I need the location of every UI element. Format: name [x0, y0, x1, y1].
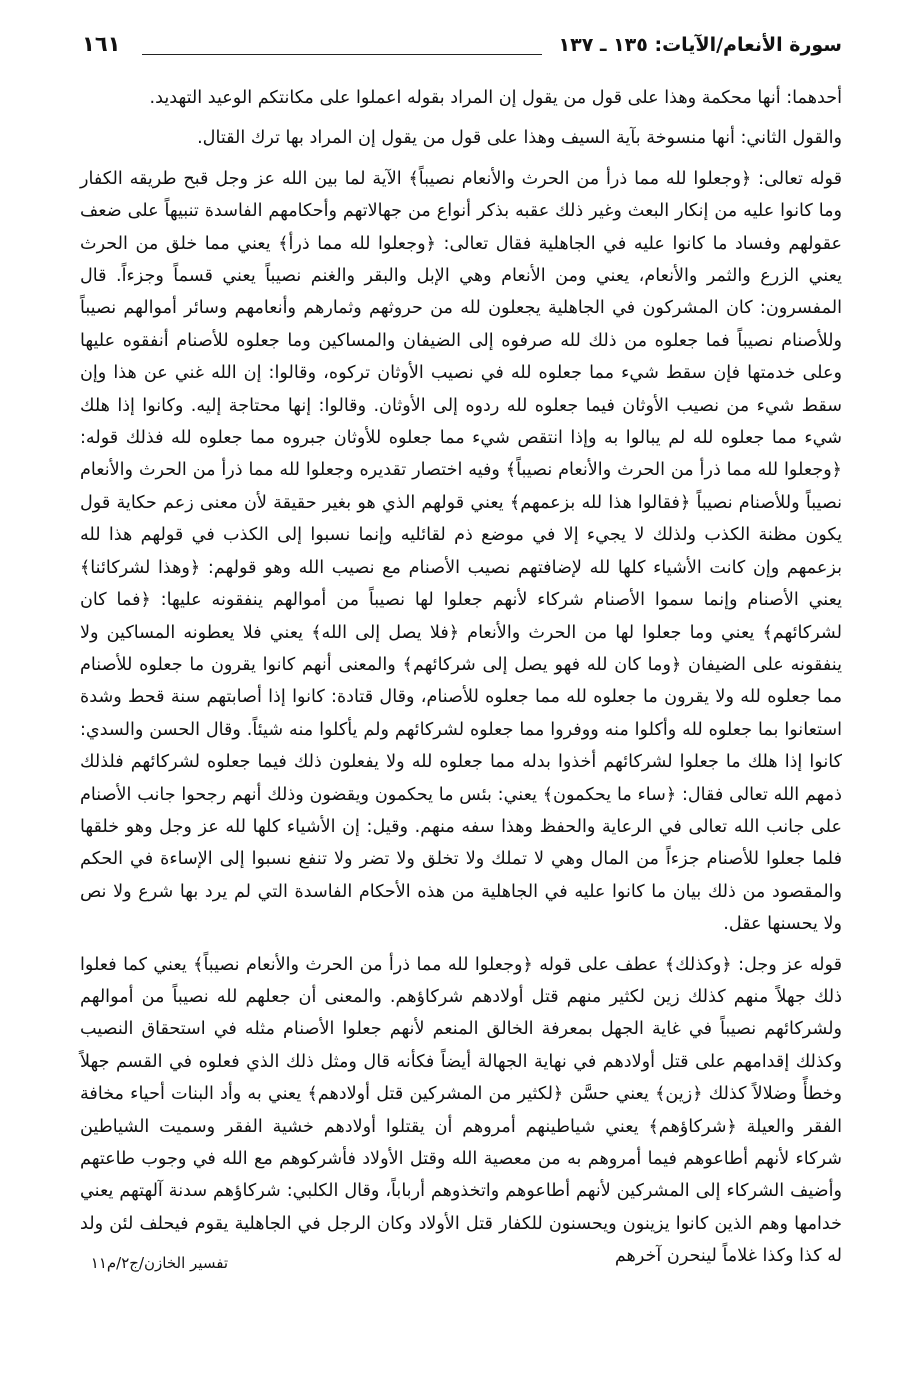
running-title: سورة الأنعام/الآيات: ١٣٥ ـ ١٣٧: [558, 34, 842, 56]
paragraph: والقول الثاني: أنها منسوخة بآية السيف وهذا على قول من يقول إن المراد بها ترك القتال.: [197, 128, 842, 149]
page-header: [82, 30, 842, 62]
paragraph: أحدهما: أنها محكمة وهذا على قول من يقول إن المراد بقوله اعملوا على مكانتكم الوعيد التهديد.: [149, 88, 842, 108]
paragraph: قوله عز وجل: ﴿وكذلك﴾ عطف على قوله ﴿وجعلوا لله مما ذرأ من الحرث والأنعام نصيباً﴾ يعني كما فعلوا ذلك جهلاً منهم كذلك زين لكثير منهم قتل أولادهم شركاؤهم. والمعنى أن جعلهم لله نصيباً من أموالهم ولشركائهم نصيباً في غاية الجهل بمعرفة الخالق المنعم لأنهم جعلوا الأصنام مثله في استحقاق النصيب وكذلك إقدامهم على قتل أولادهم في نهاية الجهالة أيضاً فكأنه قال ومثل ذلك الذي فعلوه في القسم جهلاً وخطأً وضلالاً كذلك ﴿زين﴾ يعني حسَّن ﴿لكثير من المشركين قتل أولادهم﴾ يعني به وأد البنات أحياء مخافة الفقر والعيلة ﴿شركاؤهم﴾ يعني شياطينهم أمروهم أن يقتلوا أولادهم خشية الفقر وسميت الشياطين شركاء لأنهم أطاعوهم فيما أمروهم به من معصية الله وقتل الأولاد فأشركوهم مع الله في وجوب طاعتهم وأضيف الشركاء إلى المشركين لأنهم أطاعوهم واتخذوهم أرباباً، وقال الكلبي: شركاؤهم سدنة آلهتهم يعني خدامها وهم الذين كانوا يزينون ويحسنون للكفار قتل الأولاد وكان الرجل في الجاهلية يقوم فيحلف لئن ولد له كذا وكذا غلاماً لينحرن آخرهم: [80, 954, 842, 1267]
page-number: ١٦١: [82, 32, 121, 56]
header-rule: [142, 54, 542, 55]
footer-signature: تفسير الخازن/ج٢/م١١: [90, 1254, 228, 1272]
paragraph: قوله تعالى: ﴿وجعلوا لله مما ذرأ من الحرث والأنعام نصيباً﴾ الآية لما بين الله عز وجل قبح طريقه الكفار وما كانوا عليه من إنكار البعث وغير ذلك عقبه بذكر أنواع من جهالاتهم وأحكامهم الفاسدة تنبيهاً على ضعف عقولهم وفساد ما كانوا عليه في الجاهلية فقال تعالى: ﴿وجعلوا لله مما ذرأ﴾ يعني مما خلق من الحرث يعني الزرع والثمر والأنعام، يعني ومن الأنعام وهي الإبل والبقر والغنم نصيباً يعني قسماً وجزءاً. قال المفسرون: كان المشركون في الجاهلية يجعلون لله من حروثهم وثمارهم وأنعامهم وسائر أموالهم نصيباً وللأصنام نصيباً فما جعلوه من ذلك لله صرفوه إلى الضيفان والمساكين وما جعلوه للأصنام أنفقوه عليها وعلى خدمتها فإن سقط شيء مما جعلوه لله في نصيب الأوثان تركوه، وقالوا: إن الله غني عن هذا وإن سقط شيء من نصيب الأوثان فيما جعلوه لله ردوه إلى الأوثان. وقالوا: إنها محتاجة إليه. وكانوا إذا هلك شيء مما جعلوه لله لم يبالوا به وإذا انتقص شيء مما جعلوه للأوثان جبروه مما جعلوه لله فذلك قوله: ﴿وجعلوا لله مما ذرأ من الحرث والأنعام نصيباً﴾ وفيه اختصار تقديره وجعلوا لله مما ذرأ من الحرث والأنعام نصيباً وللأصنام نصيباً ﴿فقالوا هذا لله بزعمهم﴾ يعني قولهم الذي هو بغير حقيقة لأن معنى زعم حكاية قول يكون مظنة الكذب ولذلك لا يجيء إلا في موضع ذم لقائليه وإنما نسبوا إلى الكذب في قولهم هذا لله بزعمهم وإن كانت الأشياء كلها لله لإضافتهم نصيب الأصنام مع نصيب الله وهو قولهم: ﴿وهذا لشركائنا﴾ يعني الأصنام وإنما سموا الأصنام شركاء لأنهم جعلوا لها نصيباً من أموالهم ينفقونه عليها: ﴿فما كان لشركائهم﴾ يعني وما جعلوا لها من الحرث والأنعام ﴿فلا يصل إلى الله﴾ يعني فلا يعطونه المساكين ولا ينفقونه على الضيفان ﴿وما كان لله فهو يصل إلى شركائهم﴾ والمعنى أنهم كانوا يقرون ما جعلوه للأصنام مما جعلوه لله ولا يقرون ما جعلوه لله مما جعلوه للأصنام، وقال قتادة: كانوا إذا أصابتهم سنة قحط وشدة استعانوا بما جعلوه لله وأكلوا منه ووفروا مما جعلوه لشركائهم ولم يأكلوا منه شيئاً. وقال الحسن والسدي: كانوا إذا هلك ما جعلوا لشركائهم أخذوا بدله مما جعلوه لله ولا يفعلون ذلك فيما جعلوه لشركائهم فلذلك ذمهم الله تعالى فقال: ﴿ساء ما يحكمون﴾ يعني: بئس ما يحكمون ويقضون وذلك أنهم رجحوا جانب الأصنام على جانب الله تعالى في الرعاية والحفظ وهذا سفه منهم. وقيل: إن الأشياء كلها لله عز وجل وهو خلقها فلما جعلوا للأصنام جزءاً من المال وهي لا تملك ولا تخلق ولا تضر ولا تنفع نسبوا إلى الإساءة في الحكم والمقصود من ذلك بيان ما كانوا عليه في الجاهلية من هذه الأحكام الفاسدة التي لم يرد بها شرع ولا نص ولا يحسنها عقل.: [80, 168, 842, 935]
body-text: [80, 82, 842, 1281]
